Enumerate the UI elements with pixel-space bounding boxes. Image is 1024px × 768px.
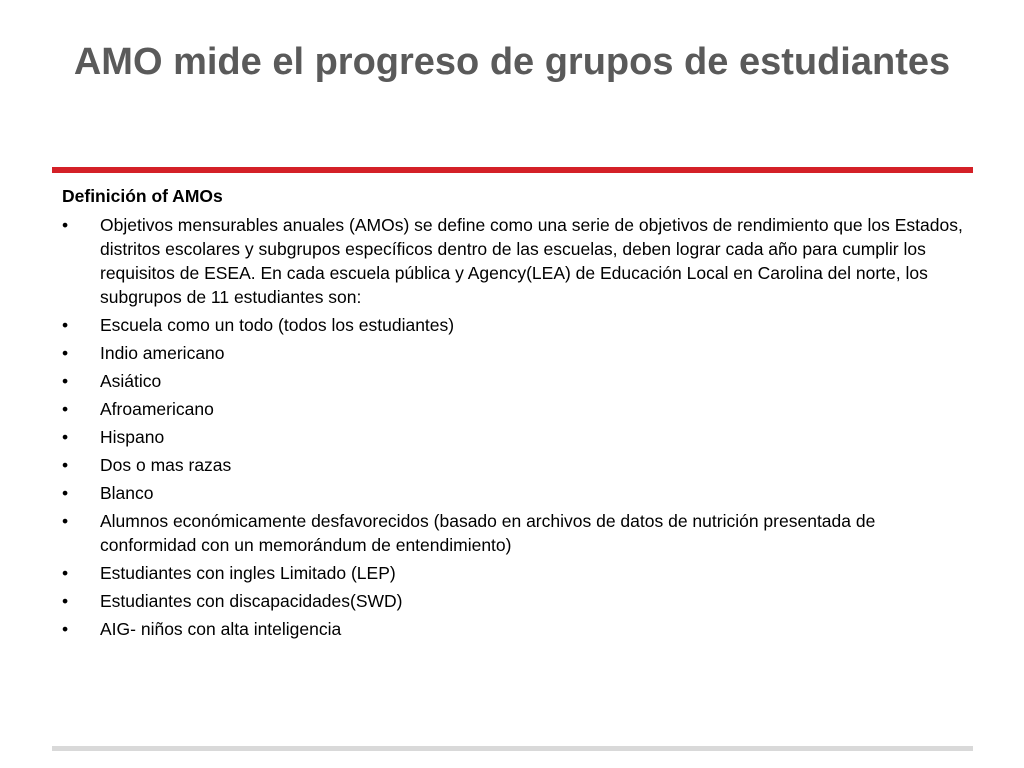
list-item bbox=[62, 589, 967, 613]
section-heading: Definición of AMOs bbox=[62, 186, 223, 206]
list-item bbox=[62, 481, 967, 505]
bullet-icon: • bbox=[62, 563, 69, 583]
list-item bbox=[62, 561, 967, 585]
bullet-icon: • bbox=[62, 619, 69, 639]
slide-body bbox=[62, 184, 967, 645]
list-item-text: Asiático bbox=[100, 371, 162, 391]
list-item bbox=[62, 425, 967, 449]
slide-title: AMO mide el progreso de grupos de estudiantes bbox=[73, 41, 951, 83]
list-item-text: Dos o mas razas bbox=[100, 455, 232, 475]
bullet-icon: • bbox=[62, 399, 69, 419]
list-item bbox=[62, 453, 967, 477]
list-item bbox=[62, 509, 967, 557]
list-item-text: Indio americano bbox=[100, 343, 225, 363]
list-item-text: Escuela como un todo (todos los estudiantes) bbox=[100, 315, 455, 335]
title-divider-red bbox=[52, 167, 973, 173]
list-item-text: Objetivos mensurables anuales (AMOs) se define como una serie de objetivos de rendimiento que los Estados, distritos escolares y subgrupos específicos dentro de las escuelas, deben lograr cada año para cumplir los requisitos de ESEA. En cada escuela pública y Agency(LEA) de Educación Local en Carolina del norte, los subgrupos de 11 estudiantes son: bbox=[100, 215, 963, 307]
list-item bbox=[62, 397, 967, 421]
footer-divider-gray bbox=[52, 746, 973, 751]
bullet-list bbox=[62, 213, 967, 641]
bullet-icon: • bbox=[62, 315, 69, 335]
list-item-text: AIG- niños con alta inteligencia bbox=[100, 619, 342, 639]
list-item-text: Blanco bbox=[100, 483, 154, 503]
list-item-text: Afroamericano bbox=[100, 399, 214, 419]
list-item bbox=[62, 617, 967, 641]
bullet-icon: • bbox=[62, 371, 69, 391]
list-item-text: Alumnos económicamente desfavorecidos (basado en archivos de datos de nutrición presentada de conformidad con un memorándum de entendimiento) bbox=[100, 511, 876, 555]
bullet-icon: • bbox=[62, 511, 69, 531]
list-item-text: Estudiantes con discapacidades(SWD) bbox=[100, 591, 403, 611]
list-item bbox=[62, 369, 967, 393]
bullet-icon: • bbox=[62, 343, 69, 363]
list-item bbox=[62, 313, 967, 337]
list-item bbox=[62, 213, 967, 309]
list-item-text: Estudiantes con ingles Limitado (LEP) bbox=[100, 563, 396, 583]
list-item bbox=[62, 341, 967, 365]
list-item-text: Hispano bbox=[100, 427, 165, 447]
bullet-icon: • bbox=[62, 427, 69, 447]
bullet-icon: • bbox=[62, 483, 69, 503]
bullet-icon: • bbox=[62, 591, 69, 611]
bullet-icon: • bbox=[62, 215, 69, 235]
bullet-icon: • bbox=[62, 455, 69, 475]
